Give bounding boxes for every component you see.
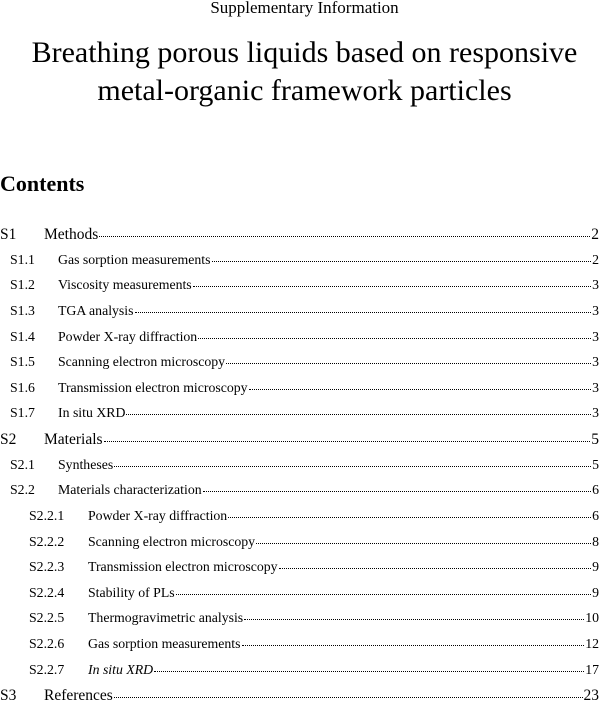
toc-entry-page: 8 [592,533,599,549]
toc-entry-page: 9 [592,584,599,600]
toc-entry-title: Materials characterization [58,482,202,498]
toc-entry-page: 2 [592,251,599,267]
dot-leader [176,594,591,595]
toc-entry-title: Syntheses [58,456,114,472]
dot-leader [212,261,592,262]
dot-leader [256,543,591,544]
toc-entry-number: S2.2.1 [29,507,65,523]
toc-entry-title: Scanning electron microscopy [88,533,256,549]
toc-entry-page: 2 [591,226,599,243]
dot-leader [104,441,591,442]
toc-entry-page: 5 [591,430,599,448]
toc-entry-page: 3 [592,405,599,421]
toc-entry-page: 3 [592,277,599,293]
dot-leader [99,236,590,237]
toc-entry[interactable] [0,329,609,355]
toc-entry[interactable] [0,405,609,431]
toc-entry-title: References [44,687,113,705]
toc-entry-number: S1.3 [10,302,35,318]
toc-entry-title: Viscosity measurements [58,277,192,293]
table-of-contents [0,226,609,713]
toc-entry[interactable] [0,534,609,560]
dot-leader [154,671,584,672]
toc-entry[interactable] [0,482,609,508]
dot-leader [279,568,592,569]
toc-entry[interactable] [0,585,609,611]
toc-entry[interactable] [0,636,609,662]
dot-leader [226,363,591,364]
toc-entry-title: In situ XRD [88,661,154,677]
toc-entry-title: Stability of PLs [88,584,175,600]
toc-entry[interactable] [0,508,609,534]
toc-entry[interactable] [0,380,609,406]
dot-leader [114,466,591,467]
dot-leader [203,491,591,492]
toc-entry-title: Methods [44,226,99,243]
toc-entry-number: S1.1 [10,251,35,267]
toc-entry-page: 5 [592,456,599,472]
toc-entry-page: 3 [592,302,599,318]
dot-leader [135,312,592,313]
toc-entry-number: S3 [0,687,17,705]
toc-entry[interactable] [0,457,609,483]
dot-leader [242,645,585,646]
toc-entry-number: S2.2.2 [29,533,65,549]
dot-leader [244,619,584,620]
toc-entry-page: 6 [592,482,599,498]
toc-entry-number: S1.6 [10,379,35,395]
toc-entry-title: TGA analysis [58,302,134,318]
toc-entry-number: S2.2 [10,482,35,498]
toc-entry-number: S2.2.5 [29,610,65,626]
toc-entry-title: Powder X-ray diffraction [88,507,228,523]
toc-entry[interactable] [0,559,609,585]
toc-entry-number: S2.2.7 [29,661,65,677]
contents-heading: Contents [0,171,85,196]
toc-entry-page: 3 [592,328,599,344]
dot-leader [126,414,591,415]
toc-entry[interactable] [0,610,609,636]
toc-entry-number: S2.1 [10,456,35,472]
toc-entry-title: In situ XRD [58,405,126,421]
toc-entry-title: Scanning electron microscopy [58,354,226,370]
dot-leader [193,286,591,287]
toc-entry-title: Transmission electron microscopy [88,559,278,575]
toc-entry-page: 3 [592,379,599,395]
title-line-2: metal-organic framework particles [97,74,512,107]
toc-entry-number: S2.2.6 [29,635,65,651]
toc-entry-number: S1.2 [10,277,35,293]
toc-entry[interactable] [0,431,609,457]
toc-entry[interactable] [0,303,609,329]
toc-entry-number: S2 [0,430,17,448]
toc-entry-page: 12 [585,635,599,651]
toc-entry-page: 3 [592,354,599,370]
toc-entry-page: 10 [585,610,599,626]
dot-leader [249,389,592,390]
toc-entry-title: Materials [44,430,103,448]
toc-entry-page: 17 [585,661,599,677]
toc-entry-page: 9 [592,559,599,575]
toc-entry-title: Powder X-ray diffraction [58,328,198,344]
toc-entry[interactable] [0,277,609,303]
dot-leader [198,338,591,339]
toc-entry-number: S1.5 [10,354,35,370]
toc-entry-number: S2.2.4 [29,584,65,600]
toc-entry-number: S1.7 [10,405,35,421]
toc-entry-number: S1 [0,226,17,243]
toc-entry-number: S1.4 [10,328,35,344]
toc-entry[interactable] [0,662,609,688]
toc-entry[interactable] [0,354,609,380]
toc-entry-page: 6 [592,507,599,523]
toc-entry-title: Thermogravimetric analysis [88,610,244,626]
toc-entry-title: Gas sorption measurements [58,251,211,267]
toc-entry-title: Gas sorption measurements [88,635,241,651]
document-title [0,34,609,110]
title-line-1: Breathing porous liquids based on responsive [31,36,578,69]
dot-leader [114,697,583,698]
toc-entry[interactable] [0,226,609,252]
toc-entry-title: Transmission electron microscopy [58,379,248,395]
toc-entry-number: S2.2.3 [29,559,65,575]
supplementary-header: Supplementary Information [210,0,399,17]
dot-leader [228,517,591,518]
toc-entry-page: 23 [583,687,599,705]
toc-entry[interactable] [0,252,609,278]
